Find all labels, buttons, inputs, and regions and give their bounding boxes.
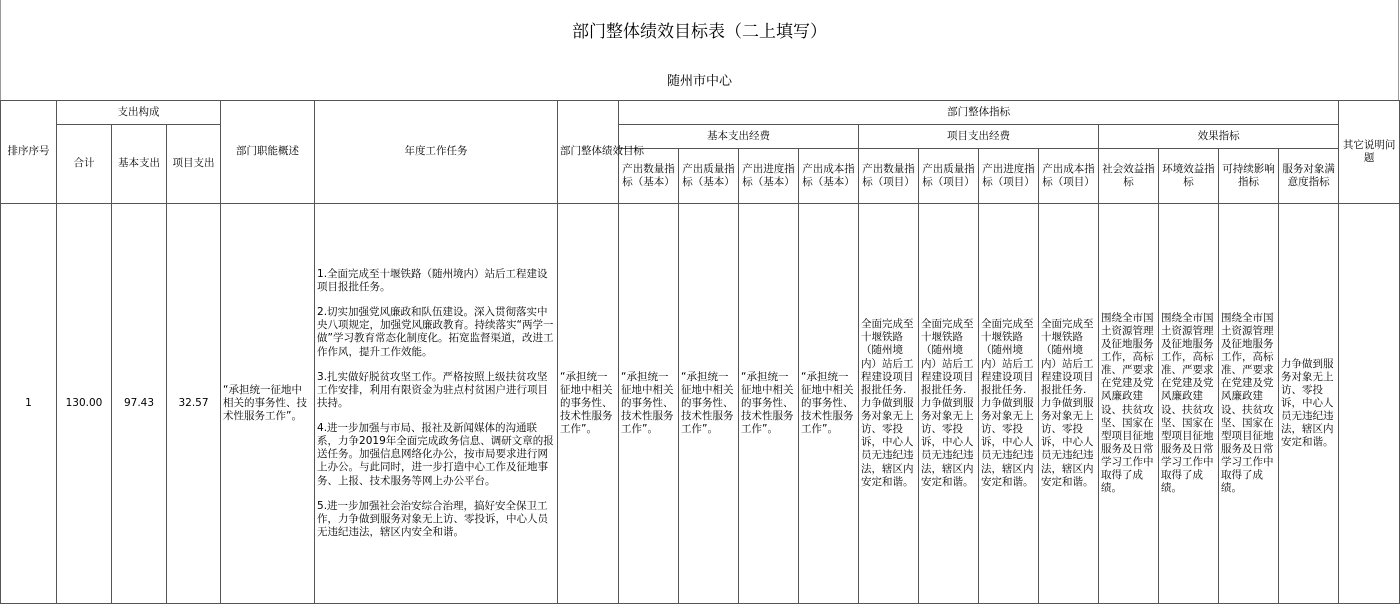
cell-tasks [315,204,558,604]
header-indicators: 部门整体指标 [619,101,1339,125]
cell-b-qual: “承担统一征地中相关的事务性、技术性服务工作”。 [679,204,739,604]
header-spend-group: 支出构成 [57,101,221,125]
cell-p-cost: 全面完成至十堰铁路（随州境内）站后工程建设项目报批任务.力争做到服务对象无上访、零投诉，中心人员无违纪违法，辖区内安定和谐。 [1039,204,1099,604]
cell-other [1339,204,1400,604]
header-env: 环境效益指标 [1159,149,1219,204]
header-p-prog: 产出进度指标（项目） [979,149,1039,204]
performance-table [0,100,1400,604]
cell-b-qty: “承担统一征地中相关的事务性、技术性服务工作”。 [619,204,679,604]
cell-b-prog: “承担统一征地中相关的事务性、技术性服务工作”。 [739,204,799,604]
header-b-qty: 产出数量指标（基本） [619,149,679,204]
cell-satisfy: 力争做到服务对象无上访、零投诉，中心人员无违纪违法，辖区内安定和谐。 [1279,204,1339,604]
task-3: 3.扎实做好脱贫攻坚工作。严格按照上级扶贫攻坚工作安排，利用有限资金为驻点村贫困户进行项目扶持。 [317,370,549,409]
header-b-qual: 产出质量指标（基本） [679,149,739,204]
cell-seq: 1 [1,204,57,604]
cell-b-cost: “承担统一征地中相关的事务性、技术性服务工作”。 [799,204,859,604]
cell-basic: 97.43 [112,204,167,604]
header-task: 年度工作任务 [315,101,558,204]
cell-perf-goal: “承担统一征地中相关的事务性、技术性服务工作”。 [558,204,619,604]
header-other: 其它说明问题 [1339,101,1400,204]
task-1: 1.全面完成至十堰铁路（随州境内）站后工程建设项目报批任务。 [317,267,548,294]
header-b-prog: 产出进度指标（基本） [739,149,799,204]
table-row [1,204,1400,604]
page-title: 部门整体绩效目标表（二上填写） [0,0,1399,58]
page-subtitle: 随州市中心 [0,58,1399,100]
cell-sustain: 围绕全市国土资源管理及征地服务工作，高标准、严要求在党建及党风廉政建设、扶贫攻坚、国家在型项目征地服务及日常学习工作中取得了成绩。 [1219,204,1279,604]
header-duty: 部门职能概述 [221,101,315,204]
header-satisfy: 服务对象满意度指标 [1279,149,1339,204]
header-project: 项目支出 [167,125,221,204]
header-p-qual: 产出质量指标（项目） [919,149,979,204]
cell-p-qual: 全面完成至十堰铁路（随州境内）站后工程建设项目报批任务.力争做到服务对象无上访、零投诉，中心人员无违纪违法，辖区内安定和谐。 [919,204,979,604]
header-project-funds: 项目支出经费 [859,125,1099,149]
header-perf-goal: 部门整体绩效目标 [558,101,619,204]
cell-social: 围绕全市国土资源管理及征地服务工作，高标准、严要求在党建及党风廉政建设、扶贫攻坚、国家在型项目征地服务及日常学习工作中取得了成绩。 [1099,204,1159,604]
cell-total: 130.00 [57,204,112,604]
header-total: 合计 [57,125,112,204]
header-basic-funds: 基本支出经费 [619,125,859,149]
cell-project: 32.57 [167,204,221,604]
header-b-cost: 产出成本指标（基本） [799,149,859,204]
header-seq: 排序序号 [1,101,57,204]
header-p-cost: 产出成本指标（项目） [1039,149,1099,204]
task-4: 4.进一步加强与市局、报社及新闻媒体的沟通联系，力争2019年全面完成政务信息、调研文章的报送任务。加强信息网络化办公，按市局要求进行网上办公。与此同时，进一步打造中心工作及征地事务、上报、技术服务等网上办公平台。 [317,422,554,487]
task-5: 5.进一步加强社会治安综合治理，搞好安全保卫工作，力争做到服务对象无上访、零投诉，中心人员无违纪违法，辖区内安全和谐。 [317,499,549,538]
header-p-qty: 产出数量指标（项目） [859,149,919,204]
cell-env: 围绕全市国土资源管理及征地服务工作，高标准、严要求在党建及党风廉政建设、扶贫攻坚、国家在型项目征地服务及日常学习工作中取得了成绩。 [1159,204,1219,604]
cell-p-prog: 全面完成至十堰铁路（随州境内）站后工程建设项目报批任务.力争做到服务对象无上访、零投诉，中心人员无违纪违法，辖区内安定和谐。 [979,204,1039,604]
cell-duty: “承担统一征地中相关的事务性、技术性服务工作”。 [221,204,315,604]
header-sustain: 可持续影响指标 [1219,149,1279,204]
header-basic: 基本支出 [112,125,167,204]
task-2: 2.切实加强党风廉政和队伍建设。深入贯彻落实中央八项规定，加强党风廉政教育。持续落实“两学一做”学习教育常态化制度化。拓宽监督渠道，改进工作作风，提升工作效能。 [317,306,554,358]
cell-p-qty: 全面完成至十堰铁路（随州境内）站后工程建设项目报批任务.力争做到服务对象无上访、零投诉，中心人员无违纪违法，辖区内安定和谐。 [859,204,919,604]
header-social: 社会效益指标 [1099,149,1159,204]
header-effect: 效果指标 [1099,125,1339,149]
